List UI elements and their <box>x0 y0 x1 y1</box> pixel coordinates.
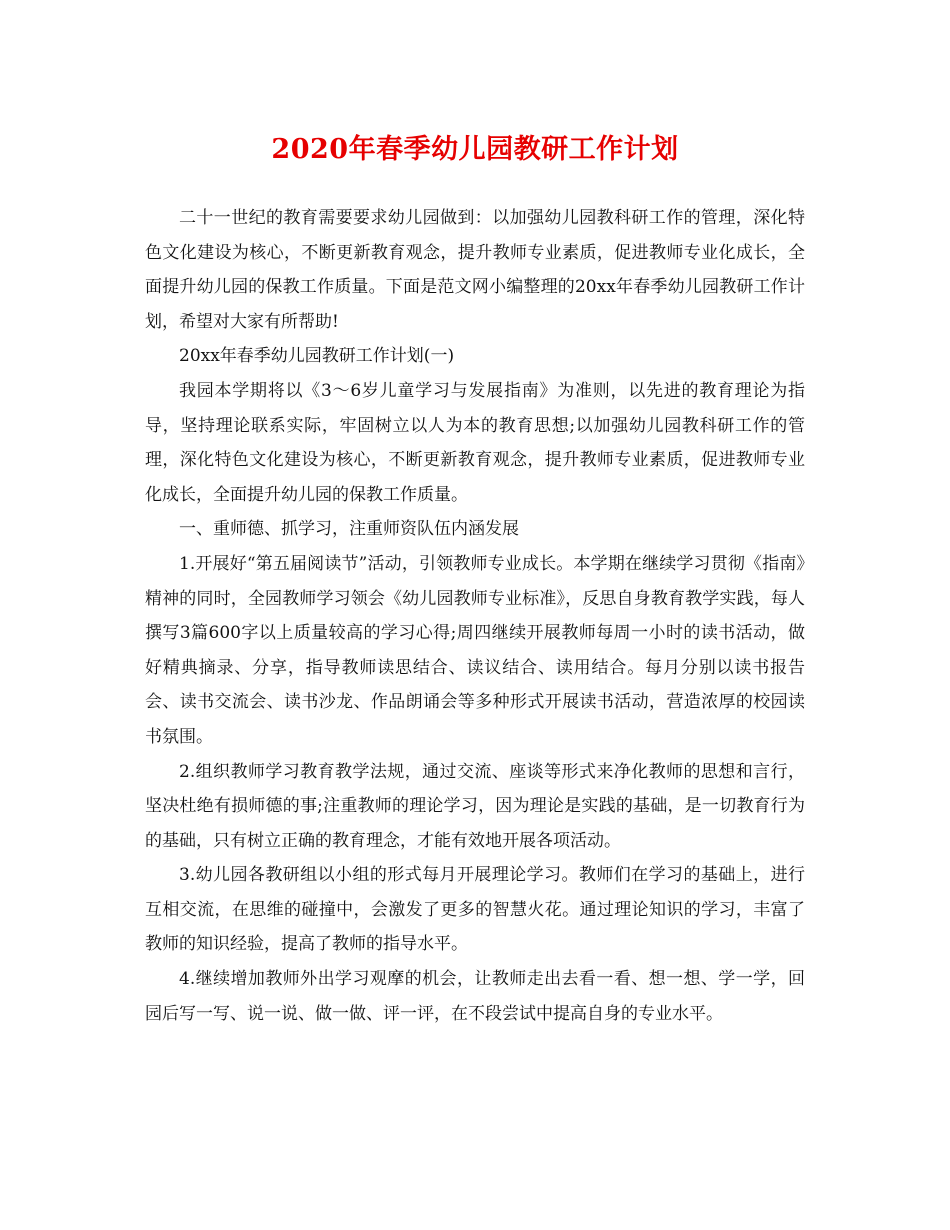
item-paragraph-1: 1.开展好“第五届阅读节”活动，引领教师专业成长。本学期在继续学习贯彻《指南》精神的同时，全园教师学习领会《幼儿园教师专业标准》，反思自身教育教学实践，每人撰写3篇600字以上质量较高的学习心得;周四继续开展教师每周一小时的读书活动，做好精典摘录、分享，指导教师读思结合、读议结合、读用结合。每月分别以读书报告会、读书交流会、读书沙龙、作品朗诵会等多种形式开展读书活动，营造浓厚的校园读书氛围。 <box>145 553 805 747</box>
item-paragraph-4: 4.继续增加教师外出学习观摩的机会，让教师走出去看一看、想一想、学一学，回园后写一写、说一说、做一做、评一评，在不段尝试中提高自身的专业水平。 <box>145 969 805 1024</box>
document-body <box>145 201 805 1031</box>
document-title: 2020年春季幼儿园教研工作计划 <box>271 134 679 165</box>
guideline-paragraph: 我园本学期将以《3～6岁儿童学习与发展指南》为准则，以先进的教育理论为指导，坚持理论联系实际，牢固树立以人为本的教育思想;以加强幼儿园教科研工作的管理，深化特色文化建设为核心，不断更新教育观念，提升教师专业素质，促进教师专业化成长，全面提升幼儿园的保教工作质量。 <box>145 380 805 505</box>
item-paragraph-2: 2.组织教师学习教育教学法规，通过交流、座谈等形式来净化教师的思想和言行，坚决杜绝有损师德的事;注重教师的理论学习，因为理论是实践的基础，是一切教育行为的基础，只有树立正确的教育理念，才能有效地开展各项活动。 <box>145 761 805 851</box>
item-paragraph-3: 3.幼儿园各教研组以小组的形式每月开展理论学习。教师们在学习的基础上，进行互相交流，在思维的碰撞中，会激发了更多的智慧火花。通过理论知识的学习，丰富了教师的知识经验，提高了教师的指导水平。 <box>145 865 805 955</box>
intro-paragraph: 二十一世纪的教育需要要求幼儿园做到：以加强幼儿园教科研工作的管理，深化特色文化建设为核心，不断更新教育观念，提升教师专业素质，促进教师专业化成长，全面提升幼儿园的保教工作质量。下面是范文网小编整理的20xx年春季幼儿园教研工作计划，希望对大家有所帮助! <box>145 208 805 332</box>
section-heading-teacher-ethics: 一、重师德、抓学习，注重师资队伍内涵发展 <box>179 519 519 540</box>
section-heading-plan-one: 20xx年春季幼儿园教研工作计划(一) <box>179 346 455 367</box>
